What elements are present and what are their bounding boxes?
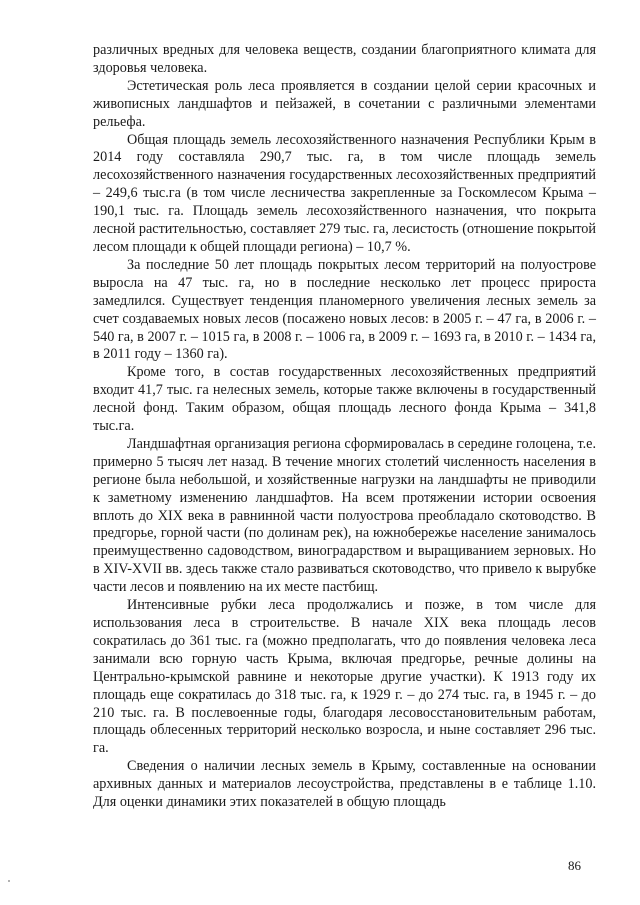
scan-artifact	[8, 880, 10, 882]
body-text	[93, 42, 596, 812]
paragraph-continuation: различных вредных для человека веществ, создании благоприятного климата для здоровья человека.	[93, 42, 596, 76]
paragraph-forest-growth: За последние 50 лет площадь покрытых лесом территорий на полуострове выросла на 47 тыс. га, но в последние несколько лет процесс прироста замедлился. Существует тенденция планомерного увеличения лесных земель за счет создаваемых новых лесов (посажено новых лесов: в 2005 г. – 47 га, в 2006 г. – 540 га, в 2007 г. – 1015 га, в 2008 г. – 1006 га, в 2009 г. – 1693 га, в 2010 г. – 1434 га, в 2011 году – 1360 га).	[93, 256, 596, 363]
page-number: 86	[568, 858, 581, 873]
paragraph-forest-area-2014: Общая площадь земель лесохозяйственного назначения Республики Крым в 2014 году составляла 290,7 тыс. га, в том числе площадь земель лесохозяйственного назначения государственных лесохозяйственных предприятий – 249,6 тыс.га (в том числе лесничества закрепленные за Госкомлесом Крыма – 190,1 тыс. га. Площадь земель лесохозяйственного назначения, что покрыта лесной растительностью, составляет 279 тыс. га, лесистость (отношение покрытой лесом площади к общей площади региона) – 10,7 %.	[93, 131, 596, 255]
paragraph-landscape-history: Ландшафтная организация региона сформировалась в середине голоцена, т.е. примерно 5 тысяч лет назад. В течение многих столетий численность населения в регионе была небольшой, и хозяйственные нагрузки на ландшафты не приводили к заметному изменению ландшафтов. На всем протяжении истории освоения вплоть до XIX века в равнинной части полуострова преобладало скотоводство. В предгорье, горной части (по долинам рек), на южнобережье население занималось преимущественно садоводством, виноградарством и выращиванием зерновых. Но в XIV-XVII вв. здесь также стало развиваться скотоводство, что привело к вырубке части лесов и появлению на их месте пастбищ.	[93, 435, 596, 596]
paragraph-aesthetic-role: Эстетическая роль леса проявляется в создании целой серии красочных и живописных ландшафтов и пейзажей, в сочетании с различными элементами рельефа.	[93, 77, 596, 130]
paragraph-non-forest-lands: Кроме того, в состав государственных лесохозяйственных предприятий входит 41,7 тыс. га нелесных земель, которые также включены в государственный лесной фонд. Таким образом, общая площадь лесного фонда Крыма – 341,8 тыс.га.	[93, 364, 596, 435]
paragraph-logging-history: Интенсивные рубки леса продолжались и позже, в том числе для использования леса в строительстве. В начале XIX века площадь лесов сократилась до 361 тыс. га (можно предполагать, что до появления человека леса занимали всю горную часть Крыма, включая предгорье, речные долины на Центрально-крымской равнине и некоторые другие участки). К 1913 году их площадь еще сократилась до 318 тыс. га, к 1929 г. – до 274 тыс. га, в 1945 г. – до 210 тыс. га. В послевоенные годы, благодаря лесовосстановительным работам, площадь облесенных территорий несколько возросла, и ныне составляет 296 тыс. га.	[93, 597, 596, 757]
paragraph-table-reference: Сведения о наличии лесных земель в Крыму, составленные на основании архивных данных и материалов лесоустройства, представлены в е таблице 1.10. Для оценки динамики этих показателей в общую площадь	[93, 758, 596, 811]
